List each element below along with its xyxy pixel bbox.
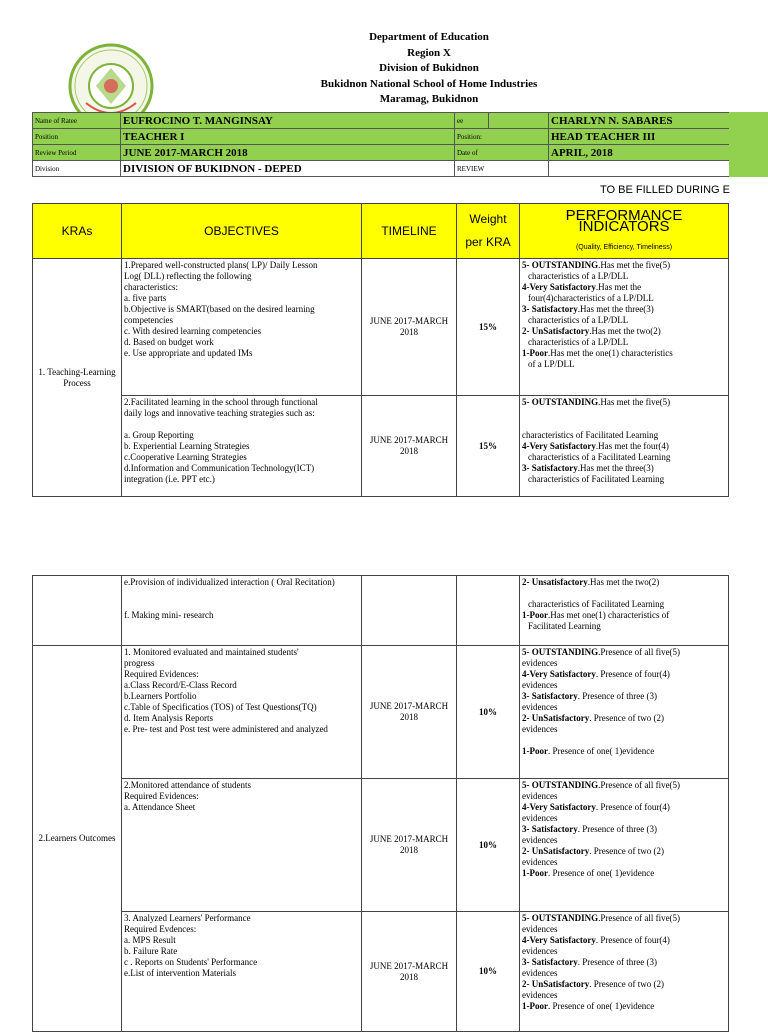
- indicator-line: evidences: [522, 680, 558, 690]
- indicator-line: evidences: [522, 724, 558, 734]
- objective-line: Required Evidences:: [124, 791, 199, 801]
- objective-line: d. Based on budget work: [124, 337, 214, 347]
- indicator-line: evidences: [522, 990, 558, 1000]
- rater-label: ee: [455, 113, 489, 129]
- objective-line: b.Learners Portfolio: [124, 691, 197, 701]
- pi-title: PERFORMANCE INDICATORS: [565, 206, 683, 235]
- weight-cell: 15%: [457, 259, 520, 396]
- objective-line: Required Evdences:: [124, 924, 197, 934]
- ratee-name: EUFROCINO T. MANGINSAY: [121, 113, 455, 129]
- indicator-line: 1-Poor.Has met the one(1) characteristics: [522, 348, 673, 358]
- rater-position: HEAD TEACHER III: [549, 129, 761, 145]
- indicator-line: 4-Very Satisfactory.Has met the four(4): [522, 441, 669, 451]
- objective-line: b. Failure Rate: [124, 946, 178, 956]
- header-line: Maramag, Bukidnon: [379, 93, 479, 105]
- objective-line: b.Objective is SMART(based on the desired learning: [124, 304, 315, 314]
- col-performance-indicators: [520, 204, 729, 259]
- objective-line: e.List of intervention Materials: [124, 968, 236, 978]
- objective-line: Required Evidences:: [124, 669, 199, 679]
- col-objectives: OBJECTIVES: [122, 204, 362, 259]
- objective-line: e. Use appropriate and updated IMs: [124, 348, 253, 358]
- col-weight: [457, 204, 520, 259]
- green-fill-extension: [729, 112, 768, 177]
- kra-learners-outcomes: 2.Learners Outcomes: [33, 646, 122, 1032]
- objective-line: 2.Monitored attendance of students: [124, 780, 251, 790]
- indicator-line: 3- Satisfactory. Presence of three (3): [522, 824, 657, 834]
- indicator-line: 5- OUTSTANDING.Presence of all five(5): [522, 780, 681, 790]
- review-label: REVIEW: [455, 161, 549, 177]
- indicator-line: evidences: [522, 857, 558, 867]
- indicator-line: evidences: [522, 835, 558, 845]
- objective-cell: [122, 779, 362, 912]
- objective-cell: [122, 646, 362, 779]
- indicator-line: 1-Poor. Presence of one( 1)evidence: [522, 746, 655, 756]
- objective-line: a.Class Record/E-Class Record: [124, 680, 237, 690]
- indicator-line: 3- Satisfactory. Presence of three (3): [522, 957, 657, 967]
- weight-cell: 10%: [457, 646, 520, 779]
- indicator-line: characteristics of Facilitated Learning: [528, 474, 665, 484]
- indicator-line: 1-Poor. Presence of one( 1)evidence: [522, 1001, 655, 1011]
- weight-cell: 10%: [457, 779, 520, 912]
- objective-line: characteristics:: [124, 282, 178, 292]
- indicator-line: 2- UnSatisfactory. Presence of two (2): [522, 846, 664, 856]
- indicator-line: evidences: [522, 968, 558, 978]
- objective-line: 1.Prepared well-constructed plans( LP)/ Daily Lesson: [124, 260, 318, 270]
- header-line: Bukidnon National School of Home Industries: [320, 77, 538, 90]
- review-period-label: Review Period: [33, 145, 121, 161]
- objective-line: a. Attendance Sheet: [124, 802, 196, 812]
- indicators-cell: [520, 259, 729, 396]
- kra-teaching-learning: 1. Teaching-Learning Process: [33, 259, 122, 497]
- indicator-line: 2- UnSatisfactory. Presence of two (2): [522, 979, 664, 989]
- indicator-line: 5- OUTSTANDING.Has met the five(5): [522, 260, 671, 270]
- division-label: Division: [33, 161, 121, 177]
- indicator-line: 1-Poor.Has met one(1) characteristics of: [522, 610, 670, 620]
- objective-line: 2.Facilitated learning in the school through functional: [124, 397, 318, 407]
- indicator-line: Facilitated Learning: [528, 621, 601, 631]
- objective-line: c.Table of Specificatios (TOS) of Test Questions(TQ): [124, 702, 317, 712]
- indicator-line: characteristics of a LP/DLL: [528, 271, 629, 281]
- indicators-cell: [520, 646, 729, 779]
- objective-line: a. five parts: [124, 293, 167, 303]
- objective-line: c.Cooperative Learning Strategies: [124, 452, 247, 462]
- indicator-line: evidences: [522, 658, 558, 668]
- objective-line: Log( DLL) reflecting the following: [124, 271, 252, 281]
- indicator-line: characteristics of a LP/DLL: [528, 315, 629, 325]
- indicator-line: evidences: [522, 813, 558, 823]
- indicator-line: characteristics of a LP/DLL: [528, 337, 629, 347]
- objective-line: e. Pre- test and Post test were administered and analyzed: [124, 724, 328, 734]
- objective-line: f. Making mini- research: [124, 610, 214, 620]
- position-label: Position: [33, 129, 121, 145]
- pi-subtitle: (Quality, Efficiency, Timeliness): [575, 243, 673, 251]
- col-timeline: TIMELINE: [362, 204, 457, 259]
- indicator-line: characteristics of a Facilitated Learning: [528, 452, 671, 462]
- indicators-cell: [520, 576, 729, 646]
- indicator-line: four(4)characteristics of a LP/DLL: [528, 293, 654, 303]
- indicator-line: evidences: [522, 702, 558, 712]
- header-line: Department of Education: [369, 31, 489, 43]
- rater-position-label: Position:: [455, 129, 549, 145]
- review-date: APRIL, 2018: [549, 145, 761, 161]
- objective-cell: [122, 396, 362, 497]
- objective-line: b. Experiential Learning Strategies: [124, 441, 250, 451]
- ratee-position: TEACHER I: [121, 129, 455, 145]
- objective-line: d. Item Analysis Reports: [124, 713, 213, 723]
- rater-name: CHARLYN N. SABARES: [549, 113, 761, 129]
- indicator-line: 3- Satisfactory.Has met the three(3): [522, 304, 654, 314]
- timeline-cell: JUNE 2017-MARCH 2018: [362, 779, 457, 912]
- to-be-filled-note: TO BE FILLED DURING E: [600, 184, 730, 196]
- objective-cell: [122, 912, 362, 1032]
- indicator-line: of a LP/DLL: [528, 359, 575, 369]
- indicator-line: 4-Very Satisfactory. Presence of four(4): [522, 802, 670, 812]
- indicator-line: 5- OUTSTANDING.Presence of all five(5): [522, 647, 681, 657]
- ratee-info-table: [32, 112, 761, 177]
- indicators-cell: [520, 779, 729, 912]
- objective-line: a. MPS Result: [124, 935, 176, 945]
- objective-line: competencies: [124, 315, 173, 325]
- timeline-cell: JUNE 2017-MARCH 2018: [362, 396, 457, 497]
- indicator-line: 2- UnSatisfactory. Presence of two (2): [522, 713, 664, 723]
- weight-cell: 15%: [457, 396, 520, 497]
- ratee-label: Name of Ratee: [33, 113, 121, 129]
- objective-line: daily logs and innovative teaching strategies such as:: [124, 408, 315, 418]
- timeline-cell: JUNE 2017-MARCH 2018: [362, 646, 457, 779]
- indicator-line: evidences: [522, 946, 558, 956]
- col-weight-line1: Weight: [469, 212, 507, 226]
- indicator-line: 5- OUTSTANDING.Has met the five(5): [522, 397, 671, 407]
- objective-line: c . Reports on Students' Performance: [124, 957, 258, 967]
- timeline-cell: JUNE 2017-MARCH 2018: [362, 912, 457, 1032]
- objective-line: d.Information and Communication Technology(ICT): [124, 463, 315, 473]
- indicator-line: characteristics of Facilitated Learning: [522, 430, 659, 440]
- indicator-line: 2- Unsatisfactory.Has met the two(2): [522, 577, 660, 587]
- objective-line: e.Provision of individualized interaction ( Oral Recitation): [124, 577, 335, 587]
- objective-cell: [122, 259, 362, 396]
- objective-line: 3. Analyzed Learners' Performance: [124, 913, 251, 923]
- col-weight-line2: per KRA: [465, 235, 511, 249]
- indicators-cell: [520, 396, 729, 497]
- division-name: DIVISION OF BUKIDNON - DEPED: [121, 161, 455, 177]
- indicator-line: evidences: [522, 791, 558, 801]
- header-line: Division of Bukidnon: [379, 62, 479, 74]
- kra-table-part2: [32, 575, 729, 1032]
- indicator-line: 4-Very Satisfactory.Has met the: [522, 282, 642, 292]
- objective-line: c. With desired learning competencies: [124, 326, 262, 336]
- review-period: JUNE 2017-MARCH 2018: [121, 145, 455, 161]
- indicator-line: 3- Satisfactory. Presence of three (3): [522, 691, 657, 701]
- indicator-line: 3- Satisfactory.Has met the three(3): [522, 463, 654, 473]
- date-label: Date of: [455, 145, 549, 161]
- indicator-line: characteristics of Facilitated Learning: [528, 599, 665, 609]
- col-kras: KRAs: [33, 204, 122, 259]
- weight-cell: 10%: [457, 912, 520, 1032]
- indicator-line: 1-Poor. Presence of one( 1)evidence: [522, 868, 655, 878]
- timeline-cell: JUNE 2017-MARCH 2018: [362, 259, 457, 396]
- indicator-line: 2- UnSatisfactory.Has met the two(2): [522, 326, 661, 336]
- indicator-line: 4-Very Satisfactory. Presence of four(4): [522, 935, 670, 945]
- indicator-line: 4-Very Satisfactory. Presence of four(4): [522, 669, 670, 679]
- indicators-cell: [520, 912, 729, 1032]
- kra-table-part1: [32, 203, 729, 497]
- indicator-line: evidences: [522, 924, 558, 934]
- objective-line: integration (i.e. PPT etc.): [124, 474, 215, 484]
- objective-line: progress: [124, 658, 155, 668]
- header-line: Region X: [407, 46, 451, 59]
- objective-line: 1. Monitored evaluated and maintained students': [124, 647, 299, 657]
- objective-line: a. Group Reporting: [124, 430, 194, 440]
- objective-cell: [122, 576, 362, 646]
- indicator-line: 5- OUTSTANDING.Presence of all five(5): [522, 913, 681, 923]
